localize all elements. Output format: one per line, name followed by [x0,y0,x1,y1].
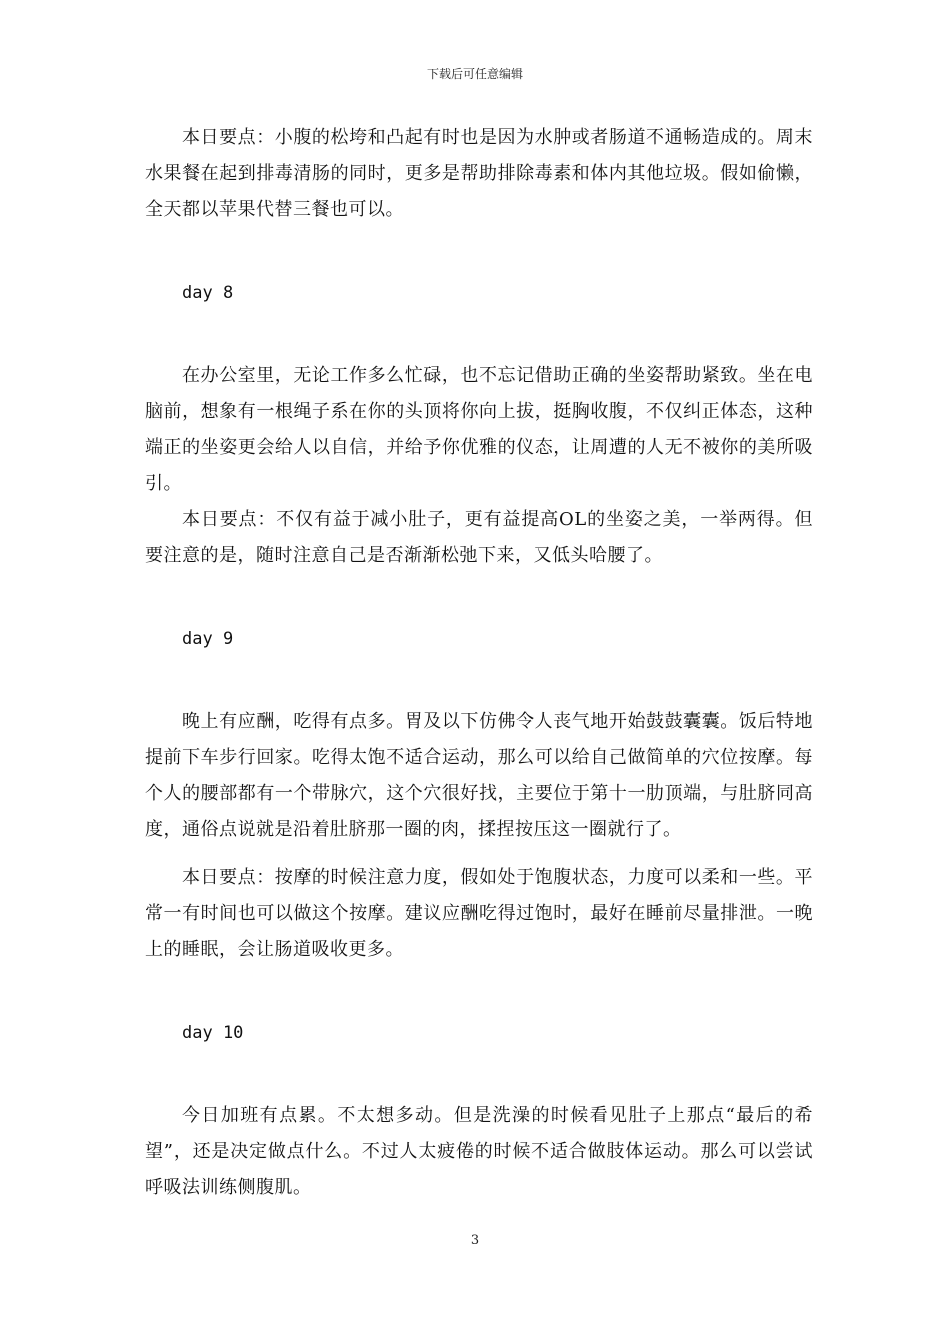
paragraph-day9: 晚上有应酬，吃得有点多。胃及以下仿佛令人丧气地开始鼓鼓囊囊。饭后特地提前下车步行回家。吃得太饱不适合运动，那么可以给自己做简单的穴位按摩。每个人的腰部都有一个带脉穴，这个穴很好找，主要位于第十一肋顶端，与肚脐同高度，通俗点说就是沿着肚脐那一圈的肉，揉捏按压这一圈就行了。 [145,711,813,840]
day-heading-10: day 10 [182,1023,244,1043]
paragraph-key-point-day8: 本日要点：不仅有益于减小肚子，更有益提高OL的坐姿之美，一举两得。但要注意的是，随时注意自己是否渐渐松弛下来，又低头哈腰了。 [145,509,813,566]
spacer [145,228,813,275]
paragraph-key-point-day7: 本日要点：小腹的松垮和凸起有时也是因为水肿或者肠道不通畅造成的。周末水果餐在起到排毒清肠的同时，更多是帮助排除毒素和体内其他垃圾。假如偷懒，全天都以苹果代替三餐也可以。 [145,127,813,220]
page-header: 下载后可任意编辑 [426,67,523,81]
paragraph-day10: 今日加班有点累。不太想多动。但是洗澡的时候看见肚子上那点“最后的希望”，还是决定做点什么。不过人太疲倦的时候不适合做肢体运动。那么可以尝试呼吸法训练侧腹肌。 [145,1105,813,1198]
document-body [145,120,813,1206]
paragraph-key-point-day9: 本日要点：按摩的时候注意力度，假如处于饱腹状态，力度可以柔和一些。平常一有时间也可以做这个按摩。建议应酬吃得过饱时，最好在睡前尽量排泄。一晚上的睡眠，会让肠道吸收更多。 [145,867,813,960]
paragraph-day8: 在办公室里，无论工作多么忙碌，也不忘记借助正确的坐姿帮助紧致。坐在电脑前，想象有一根绳子系在你的头顶将你向上拔，挺胸收腹，不仅纠正体态，这种端正的坐姿更会给人以自信，并给予你优雅的仪态，让周遭的人无不被你的美所吸引。 [145,365,813,494]
spacer [145,968,813,1015]
page-number: 3 [470,1233,480,1248]
day-heading-9: day 9 [182,629,234,649]
day-heading-8: day 8 [182,283,234,303]
spacer [145,1051,813,1098]
spacer [145,657,813,704]
spacer [145,574,813,621]
spacer [145,311,813,358]
spacer [145,848,813,860]
